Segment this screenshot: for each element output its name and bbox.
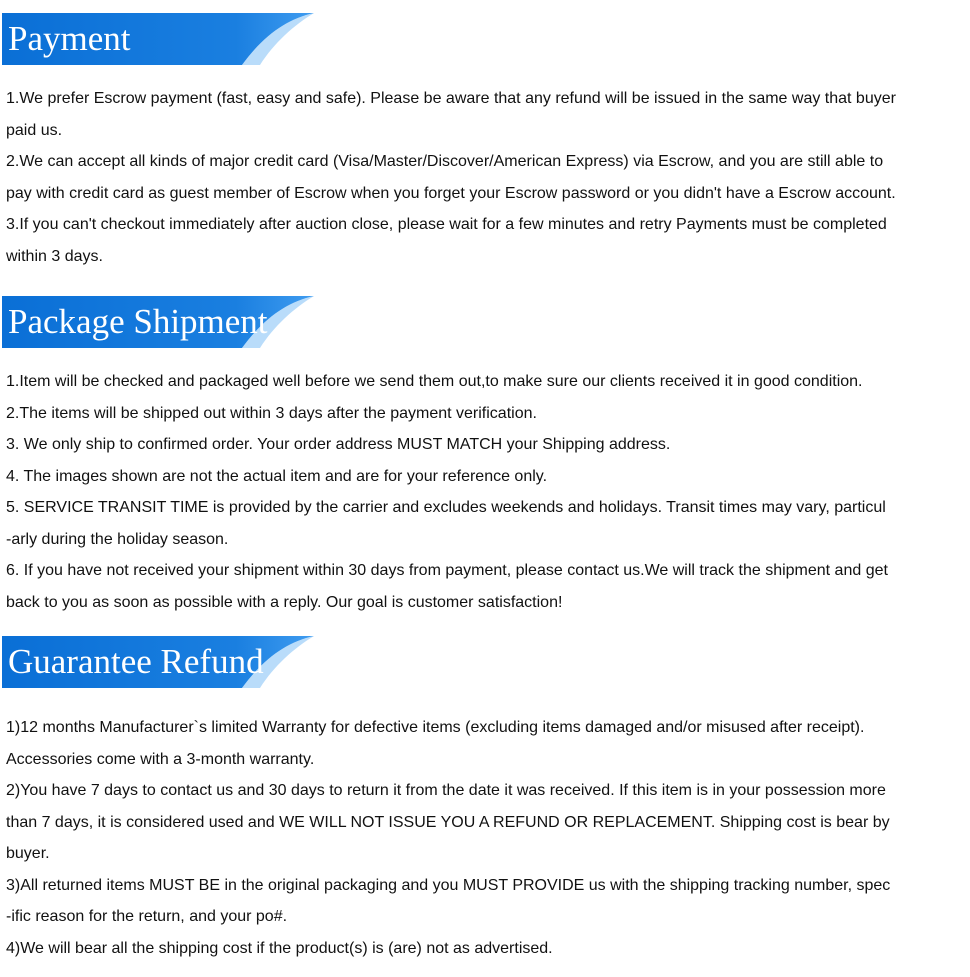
payment-header-banner: [2, 13, 314, 65]
text-line: 3)All returned items MUST BE in the original packaging and you MUST PROVIDE us with the shipping tracking number, spec: [6, 876, 891, 894]
text-line: 4)We will bear all the shipping cost if the product(s) is (are) not as advertised.: [6, 939, 553, 957]
shipment-text: [6, 366, 968, 618]
text-line: 4. The images shown are not the actual item and are for your reference only.: [6, 467, 548, 485]
refund-title: Guarantee Refund: [8, 642, 264, 681]
text-line: 2.The items will be shipped out within 3 days after the payment verification.: [6, 404, 537, 422]
refund-header-banner: [2, 636, 314, 688]
text-line: back to you as soon as possible with a reply. Our goal is customer satisfaction!: [6, 593, 563, 611]
text-line: -arly during the holiday season.: [6, 530, 229, 548]
text-line: 5. SERVICE TRANSIT TIME is provided by the carrier and excludes weekends and holidays. Transit times may vary, particul: [6, 499, 886, 516]
payment-text: [6, 83, 968, 272]
text-line: 1.We prefer Escrow payment (fast, easy and safe). Please be aware that any refund will be issued in the same way that buyer: [6, 90, 896, 107]
text-line: 2.We can accept all kinds of major credit card (Visa/Master/Discover/American Express) via Escrow, and you are still able to: [6, 153, 884, 170]
text-line: pay with credit card as guest member of Escrow when you forget your Escrow password or you didn't have a Escrow account.: [6, 184, 896, 202]
text-line: 3. We only ship to confirmed order. Your order address MUST MATCH your Shipping address.: [6, 436, 671, 453]
text-line: paid us.: [6, 121, 63, 139]
text-line: 1.Item will be checked and packaged well before we send them out,to make sure our clients received it in good condition.: [6, 373, 863, 390]
text-line: 6. If you have not received your shipment within 30 days from payment, please contact us.We will track the shipment and get: [6, 562, 888, 579]
text-line: 2)You have 7 days to contact us and 30 days to return it from the date it was received. If this item is in your possession more: [6, 782, 886, 799]
payment-title: Payment: [8, 19, 131, 58]
shipment-header-banner: [2, 296, 314, 348]
text-line: than 7 days, it is considered used and WE WILL NOT ISSUE YOU A REFUND OR REPLACEMENT. Shipping cost is bear by: [6, 813, 890, 831]
text-line: buyer.: [6, 845, 50, 862]
text-line: 1)12 months Manufacturer`s limited Warranty for defective items (excluding items damaged and/or misused after receipt).: [6, 719, 865, 736]
text-line: 3.If you can't checkout immediately after auction close, please wait for a few minutes and retry Payments must be completed: [6, 216, 887, 233]
text-line: within 3 days.: [6, 247, 103, 265]
refund-text: [6, 712, 968, 964]
text-line: -ific reason for the return, and your po#.: [6, 908, 288, 925]
text-line: Accessories come with a 3-month warranty.: [6, 750, 315, 768]
shipment-title: Package Shipment: [8, 302, 268, 341]
